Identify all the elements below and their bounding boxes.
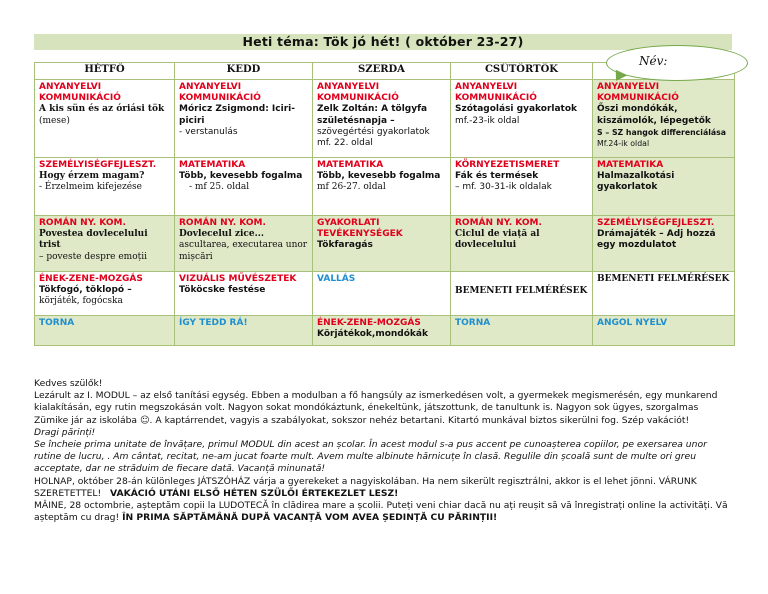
subject-label: VIZUÁLIS MŰVÉSZETEK [179, 274, 297, 284]
schedule-cell [175, 158, 313, 216]
schedule-cell [175, 316, 313, 346]
schedule-cell [35, 316, 175, 346]
schedule-cell [451, 216, 593, 272]
activity-title: Drámajáték – Adj hozzá egy mozdulatot [597, 229, 716, 251]
schedule-cell [313, 80, 451, 158]
activity-title: Több, kevesebb fogalma [179, 171, 303, 182]
schedule-cell [593, 316, 735, 346]
name-label: Név: [639, 54, 668, 68]
subject-label: ANYANYELVI KOMMUNIKÁCIÓ [39, 82, 121, 104]
schedule-cell [451, 80, 593, 158]
subject-label: TORNA [39, 318, 75, 328]
activity-title: Ciclul de viață al dovlecelului [455, 229, 540, 251]
activity-title: Tökfaragás [317, 240, 373, 251]
subject-label: ROMÁN NY. KOM. [39, 218, 126, 228]
subject-label: ÉNEK-ZENE-MOZGÁS [39, 274, 143, 284]
activity-title: A kis sün és az óriási tök [39, 104, 165, 115]
schedule-row [35, 216, 735, 272]
activity-note: – mf. 30-31-ik oldalak [455, 182, 552, 193]
day-header-thursday: CSÜTÖRTÖK [451, 63, 593, 80]
schedule-row [35, 272, 735, 316]
letter-announcement-ro [34, 500, 734, 524]
letter-greeting-hu: Kedves szülők! [34, 378, 103, 389]
activity-title: Móricz Zsigmond: Iciri-piciri [179, 104, 295, 126]
letter-announcement-hu [34, 476, 734, 500]
schedule-cell [35, 80, 175, 158]
schedule-cell [35, 216, 175, 272]
schedule-cell [313, 158, 451, 216]
schedule-cell [35, 158, 175, 216]
announcement-bold-ro: ÎN PRIMA SĂPTĂMÂNĂ DUPĂ VACANȚĂ VOM AVEA ȘEDINȚĂ CU PĂRINȚII! [122, 512, 498, 524]
schedule-row [35, 316, 735, 346]
activity-title: Dovlecelul zice... [179, 229, 265, 240]
day-header-monday: HÉTFŐ [35, 63, 175, 80]
subject-label: ANYANYELVI KOMMUNIKÁCIÓ [455, 82, 537, 104]
activity-title: Halmazalkotási gyakorlatok [597, 171, 675, 193]
activity-title: BEMENETI FELMÉRÉSEK [597, 274, 730, 284]
schedule-cell [451, 272, 593, 316]
schedule-cell [313, 316, 451, 346]
activity-title: Őszi mondókák, kiszámolók, lépegetők [597, 104, 711, 126]
schedule-cell [451, 316, 593, 346]
subject-label: ROMÁN NY. KOM. [179, 218, 266, 228]
activity-title: Tököcske festése [179, 285, 266, 296]
activity-note: - verstanulás [179, 126, 238, 137]
announcement-bold-hu: VAKÁCIÓ UTÁNI ELSŐ HÉTEN SZÜLŐI ÉRTEKEZLET LESZ! [109, 487, 399, 499]
activity-title: BEMENETI FELMÉRÉSEK [455, 286, 588, 296]
subject-label: MATEMATIKA [179, 160, 246, 170]
announcement-text-ro: MÂINE, 28 octombrie, așteptăm copii la LUDOTECĂ în clădirea mare a școlii. Puteți veni chiar dacă nu ați reușit să vă înregistrați online la activități. Vă așteptăm cu drag! [34, 500, 728, 524]
schedule-cell [313, 216, 451, 272]
schedule-cell [593, 272, 735, 316]
activity-note: S – SZ hangok differenciálása [597, 127, 727, 137]
activity-note: körjáték, fogócska [39, 296, 123, 307]
subject-label: SZEMÉLYISÉGFEJLESZT. [597, 218, 715, 228]
schedule-cell [593, 216, 735, 272]
schedule-cell [593, 158, 735, 216]
activity-note: ascultarea, executarea unor mișcări [179, 240, 308, 262]
subject-label: ÍGY TEDD RÁ! [179, 318, 248, 328]
schedule-cell [175, 80, 313, 158]
day-header-tuesday: KEDD [175, 63, 313, 80]
activity-note: - Érzelmeim kifejezése [39, 182, 142, 193]
activity-title: Tökfogó, töklopó – [39, 285, 132, 296]
letter-paragraph-ro: Se încheie prima unitate de învățare, primul MODUL din acest an școlar. În acest modul s-a pus accent pe cunoașterea copiilor, pe exersarea unor rutine de lucru, . Am cântat, recitat, ne-am jucat foarte mult. Avem multe albinute hărnicuțe în clasă. Regulile din școală sunt de multe ori greu acceptate, dar ne străduim de fiecare dată. Vacanță minunată! [34, 439, 707, 475]
subject-label: ANYANYELVI KOMMUNIKÁCIÓ [179, 82, 261, 104]
schedule-cell [35, 272, 175, 316]
activity-title: Körjátékok,mondókák [317, 329, 428, 340]
schedule-row [35, 158, 735, 216]
activity-title: Povestea dovlecelului trist [39, 229, 148, 251]
subject-label: TORNA [455, 318, 491, 328]
weekly-schedule [34, 62, 735, 346]
activity-note: Mf.24-ik oldal [597, 139, 650, 149]
activity-note: - mf 25. oldal [189, 182, 250, 193]
activity-title: Szótagolási gyakorlatok [455, 104, 578, 115]
subject-label: SZEMÉLYISÉGFEJLESZT. [39, 160, 157, 170]
subject-label: ÉNEK-ZENE-MOZGÁS [317, 318, 421, 328]
subject-label: MATEMATIKA [597, 160, 664, 170]
activity-note: – poveste despre emoții [39, 251, 147, 262]
subject-label: VALLÁS [317, 274, 356, 284]
activity-note: mf 26-27. oldal [317, 182, 386, 193]
parent-letter [34, 378, 734, 524]
schedule-cell [451, 158, 593, 216]
letter-paragraph-hu: Lezárult az I. MODUL – az első tanítási egység. Ebben a modulban a fő hangsúly az ismerkedésen volt, a gyermekek megismerésén, egy munkarend kialakításán, egy rutin megszokásán volt. Nagyon sokat mondókáztunk, énekeltünk, játszottunk, de tanultunk is. Nagyon sok ügyes, szorgalmas Zümike jár az iskolába ☺. A kaptárrendet, vagyis a szabályokat, sokszor nehéz betartani. Kitartó munkával biztos sikerülni fog. Szép vakációt! [34, 390, 718, 426]
subject-label: ANYANYELVI KOMMUNIKÁCIÓ [317, 82, 399, 104]
page-title: Heti téma: Tök jó hét! ( október 23-27) [34, 34, 732, 50]
activity-note: (mese) [39, 115, 70, 126]
activity-title: Zelk Zoltán: A tölgyfa születésnapja – [317, 104, 428, 126]
activity-title: Fák és termések [455, 171, 539, 182]
subject-label: ANYANYELVI KOMMUNIKÁCIÓ [597, 82, 679, 104]
schedule-cell [593, 80, 735, 158]
activity-note: mf.-23-ik oldal [455, 115, 520, 126]
day-header-wednesday: SZERDA [313, 63, 451, 80]
activity-note: szövegértési gyakorlatok mf. 22. oldal [317, 126, 430, 149]
schedule-row [35, 80, 735, 158]
announcement-text-hu: HOLNAP, október 28-án különleges JÁTSZÓHÁZ várja a gyerekeket a nagyiskolában. Ha nem sikerült regisztrálni, akkor is el lehet jönni. VÁRUNK SZERETETTEL! [34, 475, 697, 499]
activity-title: Hogy érzem magam? [39, 171, 145, 182]
schedule-cell [175, 272, 313, 316]
letter-greeting-ro: Dragi părinți! [34, 426, 96, 438]
schedule-cell [175, 216, 313, 272]
subject-label: KÖRNYEZETISMERET [455, 160, 560, 170]
subject-label: MATEMATIKA [317, 160, 384, 170]
activity-title: Több, kevesebb fogalma [317, 171, 441, 182]
subject-label: ANGOL NYELV [597, 318, 668, 328]
subject-label: GYAKORLATI TEVÉKENYSÉGEK [317, 218, 403, 240]
schedule-cell [313, 272, 451, 316]
subject-label: ROMÁN NY. KOM. [455, 218, 542, 228]
